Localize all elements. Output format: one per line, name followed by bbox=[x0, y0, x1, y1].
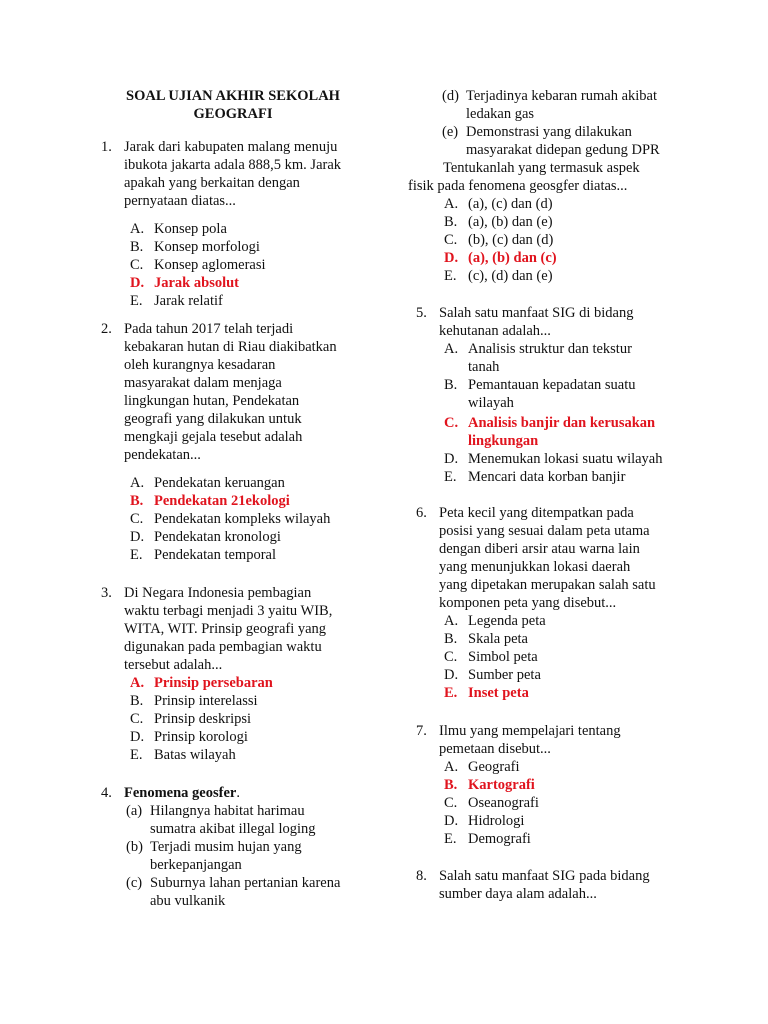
option-text: Pendekatan 21ekologi bbox=[154, 493, 290, 509]
text-line: ledakan gas bbox=[466, 106, 535, 122]
option-text: Oseanografi bbox=[468, 795, 539, 811]
text-line: yang dipetakan merupakan salah satu bbox=[439, 577, 656, 593]
text-line: pernyataan diatas... bbox=[124, 193, 236, 209]
option-b[interactable] bbox=[130, 692, 258, 710]
option-c[interactable] bbox=[130, 710, 251, 728]
question-number: 7. bbox=[416, 723, 427, 739]
option-letter: B. bbox=[444, 631, 458, 647]
option-a[interactable] bbox=[444, 612, 546, 630]
text-line: Salah satu manfaat SIG pada bidang bbox=[439, 868, 650, 884]
option-letter: D. bbox=[444, 451, 459, 467]
text-line: Salah satu manfaat SIG di bidang bbox=[439, 305, 634, 321]
option-text: Prinsip interelassi bbox=[154, 693, 258, 709]
text-line: Analisis struktur dan tekstur bbox=[468, 341, 632, 357]
option-a[interactable] bbox=[444, 758, 520, 776]
title-line-1: SOAL UJIAN AKHIR SEKOLAH bbox=[126, 88, 340, 104]
question-text bbox=[124, 138, 374, 210]
text-line: Pemantauan kepadatan suatu bbox=[468, 377, 636, 393]
item-text bbox=[466, 87, 657, 123]
option-b[interactable] bbox=[444, 376, 714, 412]
option-letter: E. bbox=[130, 547, 143, 563]
item-text bbox=[150, 838, 302, 874]
option-letter: C. bbox=[444, 415, 459, 431]
option-text: (b), (c) dan (d) bbox=[468, 232, 554, 248]
option-letter: B. bbox=[444, 377, 458, 393]
option-text: Jarak relatif bbox=[154, 293, 223, 309]
option-letter: B. bbox=[130, 239, 144, 255]
item-text bbox=[150, 802, 316, 838]
text-line: Suburnya lahan pertanian karena bbox=[150, 875, 341, 891]
option-letter: C. bbox=[130, 257, 144, 273]
option-e[interactable] bbox=[444, 267, 553, 285]
option-letter: E. bbox=[444, 831, 457, 847]
option-d-correct[interactable] bbox=[130, 274, 239, 292]
option-d[interactable] bbox=[444, 666, 541, 684]
text-line: waktu terbagi menjadi 3 yaitu WIB, bbox=[124, 603, 333, 619]
option-text bbox=[468, 468, 625, 486]
option-c[interactable] bbox=[444, 648, 538, 666]
item-letter: (a) bbox=[126, 803, 143, 819]
option-text: Pendekatan kompleks wilayah bbox=[154, 511, 331, 527]
question-text bbox=[124, 584, 374, 674]
text-line: lingkungan hutan, Pendekatan bbox=[124, 393, 300, 409]
option-letter: C. bbox=[444, 795, 458, 811]
question-text bbox=[439, 304, 709, 340]
option-d[interactable] bbox=[130, 528, 281, 546]
item-letter: (c) bbox=[126, 875, 143, 891]
option-c[interactable] bbox=[444, 794, 539, 812]
option-letter: B. bbox=[130, 693, 144, 709]
text-line: sumatra akibat illegal loging bbox=[150, 821, 316, 837]
question-text bbox=[124, 320, 374, 464]
text-line: geografi yang dilakukan untuk bbox=[124, 411, 302, 427]
text-line: posisi yang sesuai dalam peta utama bbox=[439, 523, 650, 539]
text-line: Peta kecil yang ditempatkan pada bbox=[439, 505, 634, 521]
text-line: WITA, WIT. Prinsip geografi yang bbox=[124, 621, 327, 637]
option-letter: B. bbox=[444, 777, 458, 793]
option-letter: A. bbox=[444, 341, 459, 357]
option-b[interactable] bbox=[444, 213, 553, 231]
option-text: Konsep aglomerasi bbox=[154, 257, 266, 273]
question-text bbox=[439, 867, 709, 903]
option-e[interactable] bbox=[130, 546, 276, 564]
question-number: 2. bbox=[101, 321, 112, 337]
question-number: 1. bbox=[101, 139, 112, 155]
option-text: Skala peta bbox=[468, 631, 528, 647]
option-letter: D. bbox=[130, 275, 145, 291]
text-line: digunakan pada pembagian waktu bbox=[124, 639, 322, 655]
option-b-correct[interactable] bbox=[130, 492, 290, 510]
option-letter: C. bbox=[130, 511, 144, 527]
question-prompt bbox=[408, 159, 708, 195]
option-d[interactable] bbox=[444, 812, 524, 830]
option-text: (a), (b) dan (e) bbox=[468, 214, 553, 230]
option-a[interactable] bbox=[130, 220, 227, 238]
question-heading bbox=[124, 784, 374, 802]
text-line: dengan diberi arsir atau warna lain bbox=[439, 541, 640, 557]
option-letter: E. bbox=[444, 685, 458, 701]
option-d[interactable] bbox=[130, 728, 248, 746]
text-line: Tentukanlah yang termasuk aspek bbox=[443, 160, 640, 176]
item-a bbox=[126, 802, 376, 838]
text-line: Ilmu yang mempelajari tentang bbox=[439, 723, 621, 739]
option-letter: A. bbox=[444, 613, 459, 629]
option-c[interactable] bbox=[444, 231, 553, 249]
option-text: Pendekatan keruangan bbox=[154, 475, 285, 491]
text-line: Analisis banjir dan kerusakan bbox=[468, 415, 656, 431]
option-letter: D. bbox=[444, 667, 459, 683]
option-letter: A. bbox=[130, 675, 145, 691]
text-line: Hilangnya habitat harimau bbox=[150, 803, 305, 819]
text-line: Terjadinya kebaran rumah akibat bbox=[466, 88, 658, 104]
item-text bbox=[466, 123, 660, 159]
option-letter: B. bbox=[444, 214, 458, 230]
text-line: masyarakat dalam menjaga bbox=[124, 375, 282, 391]
option-d[interactable] bbox=[444, 450, 714, 468]
question-number: 3. bbox=[101, 585, 112, 601]
option-text bbox=[468, 414, 655, 450]
option-e[interactable] bbox=[130, 292, 223, 310]
question-number: 4. bbox=[101, 785, 112, 801]
option-text bbox=[468, 376, 636, 412]
option-text: Prinsip persebaran bbox=[154, 675, 273, 691]
option-c[interactable] bbox=[130, 510, 330, 528]
item-c bbox=[126, 874, 376, 910]
question-number: 8. bbox=[416, 868, 427, 884]
option-b[interactable] bbox=[444, 630, 528, 648]
option-text: Inset peta bbox=[468, 685, 529, 701]
option-e[interactable] bbox=[444, 830, 531, 848]
page-title bbox=[98, 87, 368, 123]
text-line: tersebut adalah... bbox=[124, 657, 223, 673]
text-line: berkepanjangan bbox=[150, 857, 242, 873]
option-b-correct[interactable] bbox=[444, 776, 535, 794]
heading-text: Fenomena geosfer bbox=[124, 785, 237, 801]
text-line: Demonstrasi yang dilakukan bbox=[466, 124, 632, 140]
option-text: Geografi bbox=[468, 759, 520, 775]
option-letter: D. bbox=[130, 529, 145, 545]
option-letter: A. bbox=[444, 759, 459, 775]
text-line: komponen peta yang disebut... bbox=[439, 595, 617, 611]
text-line: kebakaran hutan di Riau diakibatkan bbox=[124, 339, 337, 355]
heading-tail: . bbox=[236, 785, 240, 801]
question-number: 5. bbox=[416, 305, 427, 321]
item-letter: (b) bbox=[126, 839, 143, 855]
text-line: tanah bbox=[468, 359, 500, 375]
text-line: masyarakat didepan gedung DPR bbox=[466, 142, 660, 158]
option-text: (a), (c) dan (d) bbox=[468, 196, 553, 212]
option-a[interactable] bbox=[130, 474, 285, 492]
option-letter: A. bbox=[444, 196, 459, 212]
item-b bbox=[126, 838, 376, 874]
option-letter: D. bbox=[444, 813, 459, 829]
text-line: Jarak dari kabupaten malang menuju bbox=[124, 139, 338, 155]
text-line: Pada tahun 2017 telah terjadi bbox=[124, 321, 294, 337]
question-text bbox=[439, 504, 714, 612]
option-letter: A. bbox=[130, 221, 145, 237]
option-text: Kartografi bbox=[468, 777, 535, 793]
text-line: pemetaan disebut... bbox=[439, 741, 551, 757]
question-number: 6. bbox=[416, 505, 427, 521]
option-text: Legenda peta bbox=[468, 613, 546, 629]
option-letter: E. bbox=[444, 469, 457, 485]
text-line: fisik pada fenomena geosgfer diatas... bbox=[408, 178, 628, 194]
text-line: abu vulkanik bbox=[150, 893, 226, 909]
item-text bbox=[150, 874, 340, 910]
option-c-correct[interactable] bbox=[444, 414, 714, 450]
option-a[interactable] bbox=[444, 195, 553, 213]
text-line: Terjadi musim hujan yang bbox=[150, 839, 302, 855]
option-text: Batas wilayah bbox=[154, 747, 236, 763]
option-b[interactable] bbox=[130, 238, 260, 256]
text-line: lingkungan bbox=[468, 433, 539, 449]
option-text: (c), (d) dan (e) bbox=[468, 268, 553, 284]
option-letter: E. bbox=[130, 293, 143, 309]
option-letter: C. bbox=[444, 232, 458, 248]
text-line: Di Negara Indonesia pembagian bbox=[124, 585, 312, 601]
title-line-2: GEOGRAFI bbox=[193, 106, 273, 122]
option-text bbox=[468, 340, 632, 376]
text-line: Mencari data korban banjir bbox=[468, 469, 626, 485]
text-line: Menemukan lokasi suatu wilayah bbox=[468, 451, 663, 467]
option-text: Prinsip korologi bbox=[154, 729, 248, 745]
text-line: sumber daya alam adalah... bbox=[439, 886, 597, 902]
option-letter: A. bbox=[130, 475, 145, 491]
option-letter: D. bbox=[130, 729, 145, 745]
question-text bbox=[439, 722, 709, 758]
option-letter: C. bbox=[130, 711, 144, 727]
option-a-correct[interactable] bbox=[130, 674, 273, 692]
option-text: Konsep pola bbox=[154, 221, 227, 237]
item-d bbox=[442, 87, 712, 123]
option-c[interactable] bbox=[130, 256, 266, 274]
option-letter: E. bbox=[444, 268, 457, 284]
option-a[interactable] bbox=[444, 340, 714, 376]
option-text: Prinsip deskripsi bbox=[154, 711, 252, 727]
option-e-correct[interactable] bbox=[444, 684, 529, 702]
option-letter: D. bbox=[444, 250, 459, 266]
text-line: oleh kurangnya kesadaran bbox=[124, 357, 276, 373]
option-text: Sumber peta bbox=[468, 667, 541, 683]
item-e bbox=[442, 123, 712, 159]
text-line: apakah yang berkaitan dengan bbox=[124, 175, 300, 191]
option-text: Konsep morfologi bbox=[154, 239, 260, 255]
option-text: Jarak absolut bbox=[154, 275, 240, 291]
text-line: mengkaji gejala tesebut adalah bbox=[124, 429, 303, 445]
option-text: (a), (b) dan (c) bbox=[468, 250, 557, 266]
option-text: Hidrologi bbox=[468, 813, 525, 829]
text-line: kehutanan adalah... bbox=[439, 323, 551, 339]
text-line: ibukota jakarta adala 888,5 km. Jarak bbox=[124, 157, 342, 173]
item-letter: (d) bbox=[442, 88, 459, 104]
option-letter: B. bbox=[130, 493, 144, 509]
option-letter: E. bbox=[130, 747, 143, 763]
text-line: yang menunjukkan lokasi daerah bbox=[439, 559, 631, 575]
option-text: Demografi bbox=[468, 831, 531, 847]
option-text: Pendekatan temporal bbox=[154, 547, 276, 563]
option-text: Pendekatan kronologi bbox=[154, 529, 281, 545]
option-e[interactable] bbox=[130, 746, 236, 764]
option-letter: C. bbox=[444, 649, 458, 665]
text-line: pendekatan... bbox=[124, 447, 201, 463]
option-text bbox=[468, 450, 663, 468]
option-e[interactable] bbox=[444, 468, 714, 486]
text-line: wilayah bbox=[468, 395, 514, 411]
item-letter: (e) bbox=[442, 124, 459, 140]
option-d-correct[interactable] bbox=[444, 249, 557, 267]
option-text: Simbol peta bbox=[468, 649, 538, 665]
